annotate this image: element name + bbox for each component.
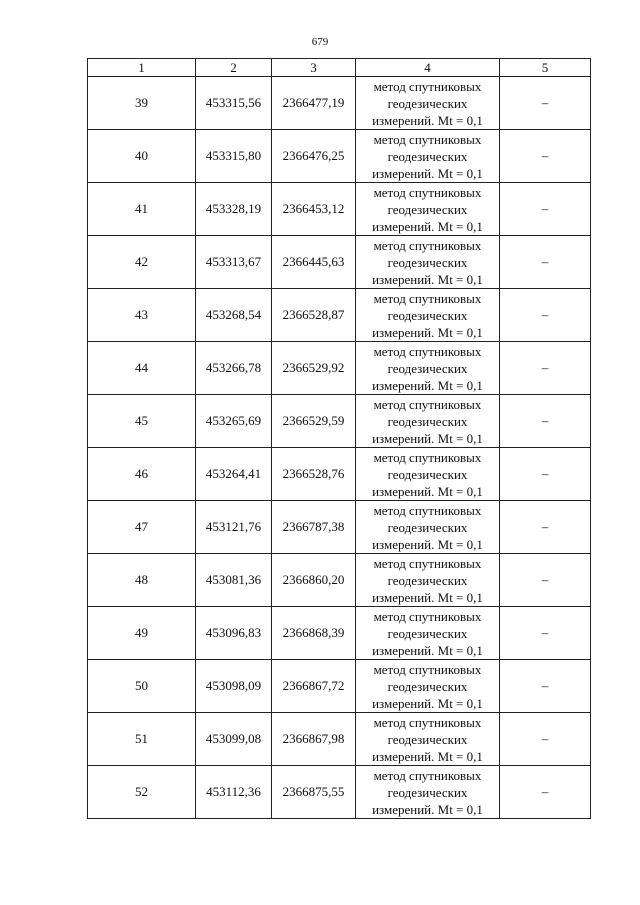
y-coordinate-cell: 2366875,55 — [272, 766, 356, 819]
column-header: 2 — [196, 59, 272, 77]
note-cell: – — [500, 342, 591, 395]
method-line: геодезических — [387, 413, 468, 429]
method-cell — [356, 289, 500, 342]
method-line: геодезических — [387, 678, 468, 694]
x-coordinate-cell: 453112,36 — [196, 766, 272, 819]
y-coordinate-cell: 2366529,92 — [272, 342, 356, 395]
column-header: 4 — [356, 59, 500, 77]
method-line: измерений. Mt = 0,1 — [372, 483, 483, 499]
point-number-cell: 47 — [88, 501, 196, 554]
method-line: геодезических — [387, 572, 468, 588]
table-row — [88, 236, 591, 289]
method-line: измерений. Mt = 0,1 — [372, 218, 483, 234]
method-cell — [356, 501, 500, 554]
y-coordinate-cell: 2366787,38 — [272, 501, 356, 554]
point-number-cell: 50 — [88, 660, 196, 713]
method-cell — [356, 183, 500, 236]
note-cell: – — [500, 395, 591, 448]
point-number-cell: 48 — [88, 554, 196, 607]
point-number-cell: 39 — [88, 77, 196, 130]
x-coordinate-cell: 453099,08 — [196, 713, 272, 766]
note-cell: – — [500, 501, 591, 554]
y-coordinate-cell: 2366867,98 — [272, 713, 356, 766]
method-line: метод спутниковых — [373, 396, 482, 412]
table-row — [88, 766, 591, 819]
note-cell: – — [500, 607, 591, 660]
note-cell: – — [500, 713, 591, 766]
x-coordinate-cell: 453264,41 — [196, 448, 272, 501]
method-line: геодезических — [387, 625, 468, 641]
x-coordinate-cell: 453121,76 — [196, 501, 272, 554]
x-coordinate-cell: 453315,80 — [196, 130, 272, 183]
y-coordinate-cell: 2366477,19 — [272, 77, 356, 130]
y-coordinate-cell: 2366528,76 — [272, 448, 356, 501]
coordinates-table — [87, 58, 591, 819]
table-row — [88, 501, 591, 554]
method-cell — [356, 77, 500, 130]
table-row — [88, 395, 591, 448]
column-header: 5 — [500, 59, 591, 77]
method-line: метод спутниковых — [373, 343, 482, 359]
method-line: измерений. Mt = 0,1 — [372, 589, 483, 605]
table-row — [88, 607, 591, 660]
column-header: 3 — [272, 59, 356, 77]
y-coordinate-cell: 2366867,72 — [272, 660, 356, 713]
point-number-cell: 42 — [88, 236, 196, 289]
note-cell: – — [500, 236, 591, 289]
method-line: геодезических — [387, 360, 468, 376]
method-line: метод спутниковых — [373, 661, 482, 677]
method-cell — [356, 607, 500, 660]
x-coordinate-cell: 453328,19 — [196, 183, 272, 236]
method-line: геодезических — [387, 466, 468, 482]
table-row — [88, 713, 591, 766]
method-line: метод спутниковых — [373, 608, 482, 624]
y-coordinate-cell: 2366445,63 — [272, 236, 356, 289]
table-body — [88, 77, 591, 819]
method-line: измерений. Mt = 0,1 — [372, 642, 483, 658]
method-line: метод спутниковых — [373, 714, 482, 730]
method-line: измерений. Mt = 0,1 — [372, 536, 483, 552]
method-cell — [356, 130, 500, 183]
point-number-cell: 44 — [88, 342, 196, 395]
method-line: измерений. Mt = 0,1 — [372, 695, 483, 711]
method-line: метод спутниковых — [373, 131, 482, 147]
table-row — [88, 660, 591, 713]
y-coordinate-cell: 2366868,39 — [272, 607, 356, 660]
method-cell — [356, 395, 500, 448]
method-line: геодезических — [387, 307, 468, 323]
note-cell: – — [500, 660, 591, 713]
method-cell — [356, 236, 500, 289]
method-line: метод спутниковых — [373, 290, 482, 306]
column-header: 1 — [88, 59, 196, 77]
note-cell: – — [500, 766, 591, 819]
method-line: измерений. Mt = 0,1 — [372, 271, 483, 287]
page-number: 679 — [311, 36, 329, 48]
table-header-row — [88, 59, 591, 77]
x-coordinate-cell: 453266,78 — [196, 342, 272, 395]
method-line: измерений. Mt = 0,1 — [372, 324, 483, 340]
y-coordinate-cell: 2366529,59 — [272, 395, 356, 448]
y-coordinate-cell: 2366528,87 — [272, 289, 356, 342]
x-coordinate-cell: 453081,36 — [196, 554, 272, 607]
method-cell — [356, 766, 500, 819]
method-line: измерений. Mt = 0,1 — [372, 748, 483, 764]
method-line: метод спутниковых — [373, 767, 482, 783]
y-coordinate-cell: 2366453,12 — [272, 183, 356, 236]
note-cell: – — [500, 289, 591, 342]
point-number-cell: 52 — [88, 766, 196, 819]
method-cell — [356, 713, 500, 766]
method-cell — [356, 448, 500, 501]
x-coordinate-cell: 453313,67 — [196, 236, 272, 289]
note-cell: – — [500, 130, 591, 183]
note-cell: – — [500, 77, 591, 130]
method-line: измерений. Mt = 0,1 — [372, 377, 483, 393]
method-line: геодезических — [387, 731, 468, 747]
method-line: метод спутниковых — [373, 78, 482, 94]
method-line: метод спутниковых — [373, 502, 482, 518]
method-line: геодезических — [387, 784, 468, 800]
method-line: измерений. Mt = 0,1 — [372, 801, 483, 817]
method-line: геодезических — [387, 201, 468, 217]
method-line: метод спутниковых — [373, 237, 482, 253]
method-cell — [356, 660, 500, 713]
method-line: измерений. Mt = 0,1 — [372, 112, 483, 128]
x-coordinate-cell: 453098,09 — [196, 660, 272, 713]
note-cell: – — [500, 554, 591, 607]
note-cell: – — [500, 183, 591, 236]
table-row — [88, 448, 591, 501]
point-number-cell: 46 — [88, 448, 196, 501]
method-line: геодезических — [387, 519, 468, 535]
method-line: измерений. Mt = 0,1 — [372, 430, 483, 446]
method-line: геодезических — [387, 95, 468, 111]
method-line: метод спутниковых — [373, 555, 482, 571]
point-number-cell: 45 — [88, 395, 196, 448]
point-number-cell: 43 — [88, 289, 196, 342]
method-line: измерений. Mt = 0,1 — [372, 165, 483, 181]
point-number-cell: 51 — [88, 713, 196, 766]
method-cell — [356, 342, 500, 395]
y-coordinate-cell: 2366476,25 — [272, 130, 356, 183]
method-line: метод спутниковых — [373, 184, 482, 200]
x-coordinate-cell: 453268,54 — [196, 289, 272, 342]
table-row — [88, 77, 591, 130]
table-row — [88, 183, 591, 236]
point-number-cell: 40 — [88, 130, 196, 183]
table-row — [88, 554, 591, 607]
note-cell: – — [500, 448, 591, 501]
point-number-cell: 49 — [88, 607, 196, 660]
method-cell — [356, 554, 500, 607]
y-coordinate-cell: 2366860,20 — [272, 554, 356, 607]
x-coordinate-cell: 453265,69 — [196, 395, 272, 448]
x-coordinate-cell: 453315,56 — [196, 77, 272, 130]
table-row — [88, 130, 591, 183]
method-line: геодезических — [387, 254, 468, 270]
table-row — [88, 342, 591, 395]
x-coordinate-cell: 453096,83 — [196, 607, 272, 660]
point-number-cell: 41 — [88, 183, 196, 236]
table-row — [88, 289, 591, 342]
method-line: метод спутниковых — [373, 449, 482, 465]
method-line: геодезических — [387, 148, 468, 164]
